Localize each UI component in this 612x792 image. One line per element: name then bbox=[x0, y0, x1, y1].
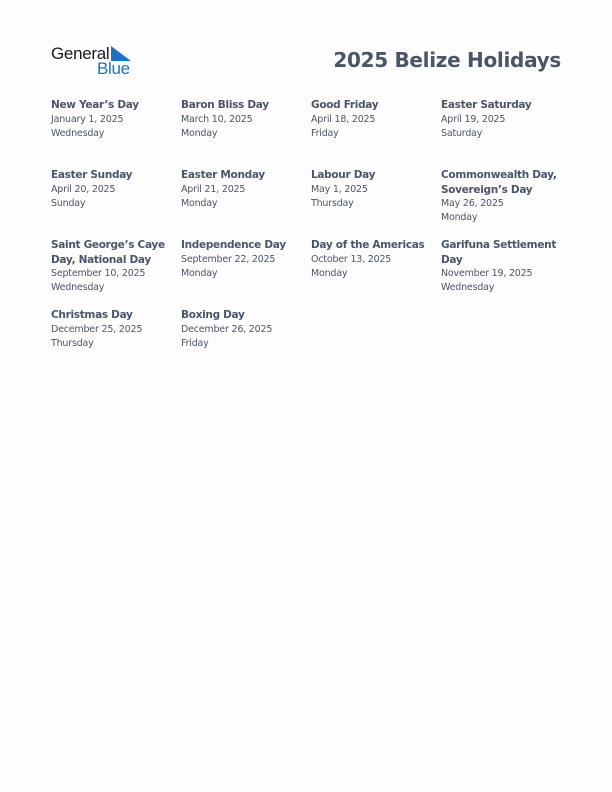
holiday-item bbox=[51, 238, 176, 295]
holiday-weekday: Monday bbox=[311, 267, 348, 279]
holiday-date: December 25, 2025 bbox=[51, 323, 143, 335]
holiday-name: Commonwealth Day, Sovereign’s Day bbox=[441, 169, 557, 196]
holiday-item bbox=[311, 168, 436, 211]
holiday-date: April 19, 2025 bbox=[441, 113, 506, 125]
holiday-weekday: Thursday bbox=[311, 197, 354, 209]
logo-text-general: General bbox=[51, 44, 110, 63]
holiday-date: October 13, 2025 bbox=[311, 253, 392, 265]
holiday-date: September 22, 2025 bbox=[181, 253, 276, 265]
holiday-name: Easter Saturday bbox=[441, 99, 532, 111]
holiday-date: November 19, 2025 bbox=[441, 268, 533, 279]
holiday-item bbox=[181, 238, 306, 281]
holiday-weekday: Saturday bbox=[441, 127, 483, 139]
holiday-weekday: Wednesday bbox=[51, 127, 105, 139]
holiday-item bbox=[51, 98, 176, 141]
holiday-item bbox=[51, 308, 176, 351]
holiday-date: May 1, 2025 bbox=[311, 183, 368, 195]
page-title: 2025 Belize Holidays bbox=[333, 48, 561, 72]
holiday-item bbox=[441, 98, 566, 141]
holiday-item bbox=[181, 308, 306, 351]
logo-text-blue: Blue bbox=[97, 59, 130, 78]
holiday-date: March 10, 2025 bbox=[181, 113, 253, 125]
holiday-weekday: Thursday bbox=[51, 337, 94, 349]
holiday-name: Baron Bliss Day bbox=[181, 99, 269, 111]
holiday-weekday: Monday bbox=[441, 212, 478, 223]
holiday-weekday: Friday bbox=[311, 127, 339, 139]
holiday-name: Easter Monday bbox=[181, 169, 265, 181]
holiday-weekday: Wednesday bbox=[441, 282, 495, 293]
holiday-weekday: Monday bbox=[181, 267, 218, 279]
holiday-weekday: Monday bbox=[181, 197, 218, 209]
holiday-date: April 20, 2025 bbox=[51, 183, 116, 195]
holiday-name: Good Friday bbox=[311, 99, 379, 111]
holiday-name: Saint George’s Caye Day, National Day bbox=[51, 239, 165, 266]
holiday-date: December 26, 2025 bbox=[181, 323, 273, 335]
holiday-date: April 18, 2025 bbox=[311, 113, 376, 125]
holiday-name: Garifuna Settlement Day bbox=[441, 239, 557, 266]
holiday-name: Christmas Day bbox=[51, 309, 133, 321]
holiday-name: Boxing Day bbox=[181, 309, 245, 321]
holiday-item bbox=[441, 238, 566, 295]
generalblue-logo bbox=[51, 44, 141, 78]
holiday-item bbox=[311, 98, 436, 141]
holiday-date: September 10, 2025 bbox=[51, 268, 146, 279]
holiday-name: Day of the Americas bbox=[311, 239, 425, 251]
holiday-weekday: Wednesday bbox=[51, 282, 105, 293]
holiday-weekday: Sunday bbox=[51, 197, 86, 209]
holiday-item bbox=[181, 168, 306, 211]
holiday-name: Easter Sunday bbox=[51, 169, 133, 181]
holiday-item bbox=[311, 238, 436, 281]
holiday-date: April 21, 2025 bbox=[181, 183, 246, 195]
holiday-weekday: Monday bbox=[181, 127, 218, 139]
holiday-item bbox=[51, 168, 176, 211]
holiday-name: Labour Day bbox=[311, 169, 376, 181]
holiday-date: January 1, 2025 bbox=[51, 113, 124, 125]
holiday-item bbox=[441, 168, 566, 225]
holiday-weekday: Friday bbox=[181, 337, 209, 349]
holiday-name: Independence Day bbox=[181, 239, 286, 251]
holiday-date: May 26, 2025 bbox=[441, 198, 504, 209]
holiday-item bbox=[181, 98, 306, 141]
holiday-name: New Year’s Day bbox=[51, 99, 139, 111]
